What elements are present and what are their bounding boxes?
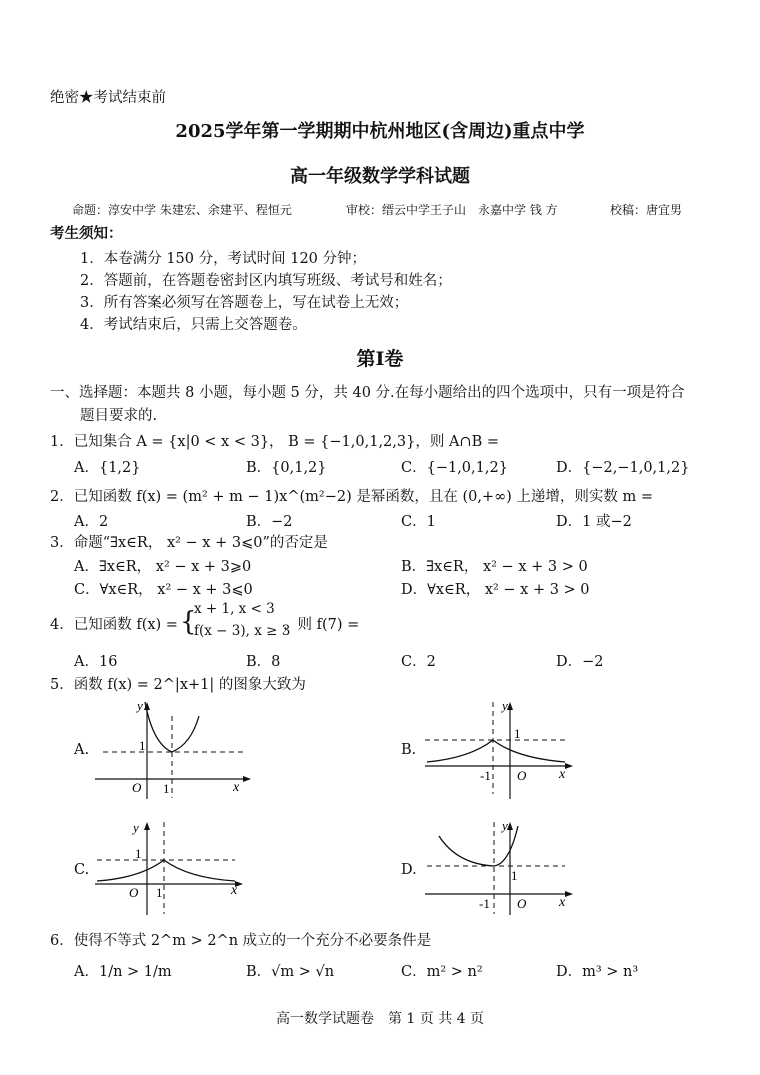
q5-option-c-label: C. (74, 862, 90, 878)
question-4-stem-prefix: 4．已知函数 f(x) = (50, 617, 178, 633)
section-instructions: 一、选择题：本题共 8 小题，每小题 5 分，共 40 分.在每小题给出的四个选项中，只有一项是符合 (50, 385, 685, 401)
q1-option-c: C．{−1,0,1,2} (401, 460, 508, 476)
q2-option-d: D．1 或−2 (556, 514, 632, 530)
exam-title: 2025学年第一学期期中杭州地区(含周边)重点中学 (175, 121, 585, 142)
proofreader-line: 校稿：唐宜男 (610, 203, 683, 217)
tick-label: -1 (479, 896, 490, 911)
q3-option-b: B．∃x∈R， x² − x + 3 > 0 (401, 559, 588, 575)
secret-label: 绝密★考试结束前 (50, 90, 166, 106)
origin-label: O (129, 885, 139, 900)
part-title: 第Ⅰ卷 (356, 348, 404, 370)
question-6-stem: 6．使得不等式 2^m > 2^n 成立的一个充分不必要条件是 (50, 933, 432, 949)
q4-option-d: D．−2 (556, 654, 604, 670)
notice-item: 2．答题前，在答题卷密封区内填写班级、考试号和姓名； (80, 273, 452, 289)
q2-option-a: A．2 (74, 514, 109, 530)
q5-option-a-label: A. (74, 742, 90, 758)
question-4-stem-suffix: ，则 f(7) = (283, 617, 360, 633)
question-1-stem: 1．已知集合 A = {x|0 < x < 3}， B = {−1,0,1,2,3}，则 A∩B = (50, 434, 499, 450)
x-axis-label: x (559, 895, 566, 910)
y-axis-label: y (137, 698, 143, 713)
origin-label: O (132, 780, 142, 795)
authors-line: 命题：淳安中学 朱建宏、余建平、程恒元 (72, 203, 292, 217)
x-axis-label: x (231, 883, 238, 898)
q6-option-a: A．1/n > 1/m (74, 964, 172, 980)
q6-option-c: C．m² > n² (401, 964, 483, 980)
tick-label: -1 (480, 768, 491, 783)
q3-option-c: C．∀x∈R， x² − x + 3⩽0 (74, 582, 253, 598)
question-3-stem: 3．命题“∃x∈R， x² − x + 3⩽0”的否定是 (50, 535, 328, 551)
q5-graph-b (425, 698, 580, 800)
tick-label: 1 (139, 738, 146, 753)
notice-item: 3．所有答案必须写在答题卷上，写在试卷上无效； (80, 295, 409, 311)
q4-option-c: C．2 (401, 654, 436, 670)
notice-item: 4．考试结束后，只需上交答题卷。 (80, 317, 307, 333)
x-axis-label: x (233, 780, 240, 795)
notice-item: 1．本卷满分 150 分，考试时间 120 分钟； (80, 251, 367, 267)
page-footer: 高一数学试题卷 第 1 页 共 4 页 (275, 1011, 485, 1027)
q1-option-d: D．{−2,−1,0,1,2} (556, 460, 690, 476)
question-5-stem: 5．函数 f(x) = 2^|x+1| 的图象大致为 (50, 677, 306, 693)
q1-option-a: A．{1,2} (74, 460, 141, 476)
q1-option-b: B．{0,1,2} (246, 460, 327, 476)
q4-option-a: A．16 (74, 654, 118, 670)
q5-graph-c (95, 818, 255, 916)
x-axis-label: x (559, 767, 566, 782)
y-axis-label: y (133, 820, 139, 835)
q5-option-d-label: D. (401, 862, 417, 878)
section-instructions-cont: 题目要求的. (80, 408, 158, 424)
q4-option-b: B．8 (246, 654, 281, 670)
tick-label: 1 (514, 726, 521, 741)
question-2-stem: 2．已知函数 f(x) = (m² + m − 1)x^(m²−2) 是幂函数，且在 (0,+∞) 上递增，则实数 m = (50, 489, 654, 505)
q3-option-a: A．∃x∈R， x² − x + 3⩾0 (74, 559, 252, 575)
q3-option-d: D．∀x∈R， x² − x + 3 > 0 (401, 582, 590, 598)
q6-option-d: D．m³ > n³ (556, 964, 639, 980)
origin-label: O (517, 896, 527, 911)
piecewise-case-1: x + 1, x < 3 (194, 601, 275, 617)
q2-option-c: C．1 (401, 514, 436, 530)
tick-label: 1 (156, 885, 163, 900)
q5-option-b-label: B. (401, 742, 417, 758)
tick-label: 1 (135, 846, 142, 861)
q6-option-b: B．√m > √n (246, 964, 335, 980)
piecewise-case-2: f(x − 3), x ≥ 3 (194, 623, 291, 639)
q5-graph-a (95, 698, 255, 800)
q5-graph-d (425, 818, 580, 916)
reviewers-line: 审校：缙云中学王子山 永嘉中学 钱 方 (346, 203, 558, 217)
tick-label: 1 (163, 781, 170, 796)
notice-heading: 考生须知： (50, 225, 123, 242)
tick-label: 1 (511, 868, 518, 883)
q2-option-b: B．−2 (246, 514, 293, 530)
piecewise-brace: { (180, 607, 197, 637)
origin-label: O (517, 768, 527, 783)
y-axis-label: y (502, 818, 508, 833)
y-axis-label: y (502, 698, 508, 713)
exam-subtitle: 高一年级数学学科试题 (290, 166, 470, 187)
